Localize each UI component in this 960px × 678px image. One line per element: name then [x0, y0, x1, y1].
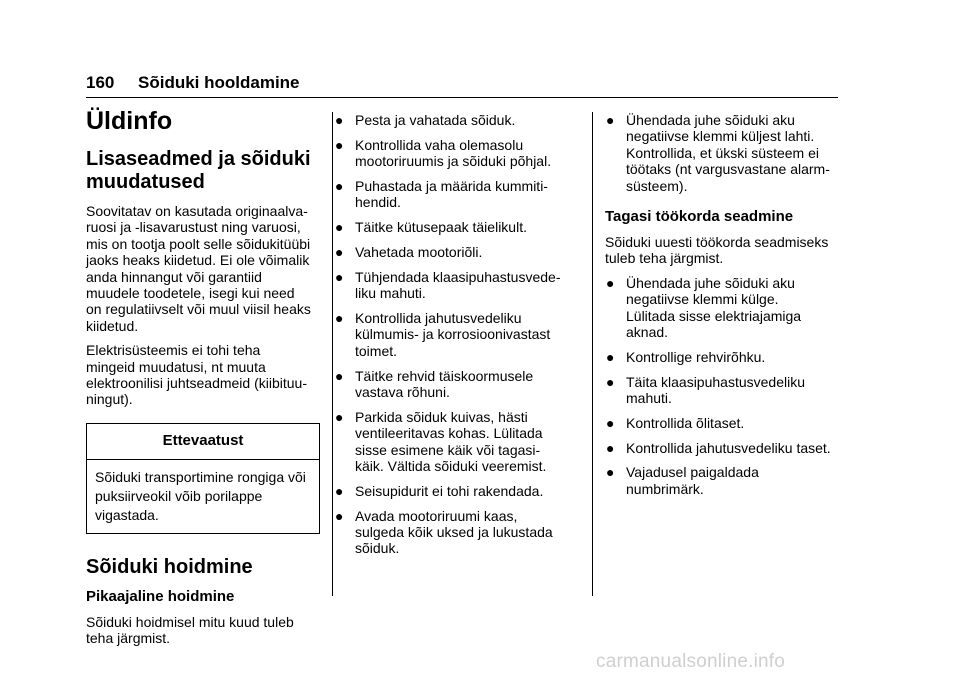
list-item-text: Täitke kütusepaak täielikult.: [355, 219, 527, 236]
list-item: [334, 508, 580, 557]
column-3: [605, 112, 843, 506]
header-rule: [86, 97, 838, 98]
column-1: [86, 106, 320, 655]
list-item-text: Kontrollida vaha olemasolu mootoriruumis ja sõiduki põhjal.: [355, 136, 552, 170]
bullet-icon: ●: [335, 178, 344, 194]
list-item-text: Tühjendada klaasipuhastusvede- liku mahuti.: [355, 268, 561, 302]
bullet-icon: ●: [335, 268, 344, 285]
list-item-text: Vajadusel paigaldada numbrimärk.: [626, 464, 759, 497]
page-title: Sõiduki hooldamine: [138, 73, 300, 92]
list-item: [605, 349, 843, 365]
page-number: 160: [86, 73, 115, 92]
bullet-icon: ●: [335, 482, 344, 499]
paragraph-storage: Sõiduki hoidmisel mitu kuud tuleb teha järgmist.: [86, 613, 294, 647]
list-item-text: Parkida sõiduk kuivas, hästi ventileeritavas kohas. Lülitada sisse esimene käik või tagasi- käik. Vältida sõiduki veeremist.: [355, 408, 547, 475]
column-divider-2: [592, 112, 593, 596]
column-2: [334, 112, 580, 565]
section-heading-accessories: Lisaseadmed ja sõiduki muudatused: [86, 148, 311, 193]
bullet-icon: ●: [335, 367, 344, 384]
list-item: [605, 464, 843, 497]
list-item: [605, 275, 843, 341]
list-item-text: Ühendada juhe sõiduki aku negatiivse klemmi külge. Lülitada sisse elektriajamiga aknad.: [626, 274, 802, 341]
bullet-icon: ●: [335, 112, 344, 128]
caution-title: Ettevaatust: [87, 424, 319, 460]
list-item-text: Kontrollida jahutusvedeliku taset.: [626, 439, 831, 456]
watermark: carmanualsonline.info: [596, 651, 786, 672]
list-item-text: Pesta ja vahatada sõiduk.: [355, 112, 516, 128]
list-item: [334, 310, 580, 359]
bullet-icon: ●: [606, 348, 615, 365]
bullet-icon: ●: [606, 414, 615, 431]
bullet-icon: ●: [606, 274, 615, 291]
column-divider-1: [332, 112, 333, 596]
list-item: [334, 269, 580, 302]
list-item-text: Täitke rehvid täiskoormusele vastava rõhuni.: [355, 367, 534, 401]
bullet-icon: ●: [606, 373, 615, 390]
list-item: [605, 415, 843, 431]
list-item: [334, 409, 580, 475]
caution-box: [86, 423, 320, 534]
list-item-text: Täita klaasipuhastusvedeliku mahuti.: [626, 373, 805, 407]
paragraph-restore-intro: Sõiduki uuesti töökorda seadmiseks tuleb teha järgmist.: [605, 234, 829, 267]
bullet-icon: ●: [335, 408, 344, 425]
paragraph-accessories: Soovitatav on kasutada originaalva- ruosi ja -lisavarustust ning varuosi, mis on tootja poolt selle sõidukitüübi jaoks heaks kiidetud. Ei ole võimalik anda hinnangut või garantiid muudele toodetele, isegi kui need on regulatiivselt või muul viisil heaks kiidetud.: [86, 203, 311, 334]
bullet-icon: ●: [606, 112, 615, 128]
list-item-text: Kontrollida õlitaset.: [626, 414, 745, 431]
bullet-icon: ●: [335, 244, 344, 260]
list-item-text: Seisupidurit ei tohi rakendada.: [355, 482, 544, 499]
list-item: [605, 112, 843, 194]
list-item: [605, 440, 843, 456]
page-header: [86, 72, 838, 96]
list-item-text: Avada mootoriruumi kaas, sulgeda kõik uksed ja lukustada sõiduk.: [355, 507, 553, 557]
list-item: [334, 112, 580, 128]
list-item-text: Kontrollida jahutusvedeliku külmumis- ja korrosioonivastast toimet.: [355, 310, 551, 359]
caution-text: Sõiduki transportimine rongiga või puksiirveokil võib porilappe vigastada.: [95, 468, 306, 523]
list-item-text: Ühendada juhe sõiduki aku negatiivse klemmi küljest lahti. Kontrollida, et ükski süsteem ei töötaks (nt vargusvastane alarm- süsteem).: [626, 112, 830, 194]
subheading-long-term-storage: Pikaajaline hoidmine: [86, 587, 235, 605]
list-item: [605, 374, 843, 407]
list-item: [334, 244, 580, 260]
bullet-icon: ●: [335, 507, 344, 524]
bullet-icon: ●: [335, 219, 344, 236]
list-item: [334, 219, 580, 235]
list-item: [334, 483, 580, 499]
main-heading: Üldinfo: [86, 107, 173, 135]
bullet-icon: ●: [335, 136, 344, 153]
list-item: [334, 178, 580, 211]
paragraph-electrical: Elektrisüsteemis ei tohi teha mingeid muudatusi, nt muuta elektroonilisi juhtseadmeid (kiibituu- ningut).: [86, 342, 307, 408]
list-item-text: Kontrollige rehvirõhku.: [626, 348, 766, 365]
bullet-icon: ●: [606, 464, 615, 481]
bullet-icon: ●: [335, 310, 344, 326]
list-item: [334, 368, 580, 401]
section-heading-storage: Sõiduki hoidmine: [86, 555, 253, 578]
list-item-text: Vahetada mootoriõli.: [355, 244, 483, 260]
list-item: [334, 137, 580, 170]
bullet-icon: ●: [606, 439, 615, 456]
section-heading-restore: Tagasi töökorda seadmine: [605, 208, 794, 226]
list-item-text: Puhastada ja määrida kummiti- hendid.: [355, 178, 548, 211]
